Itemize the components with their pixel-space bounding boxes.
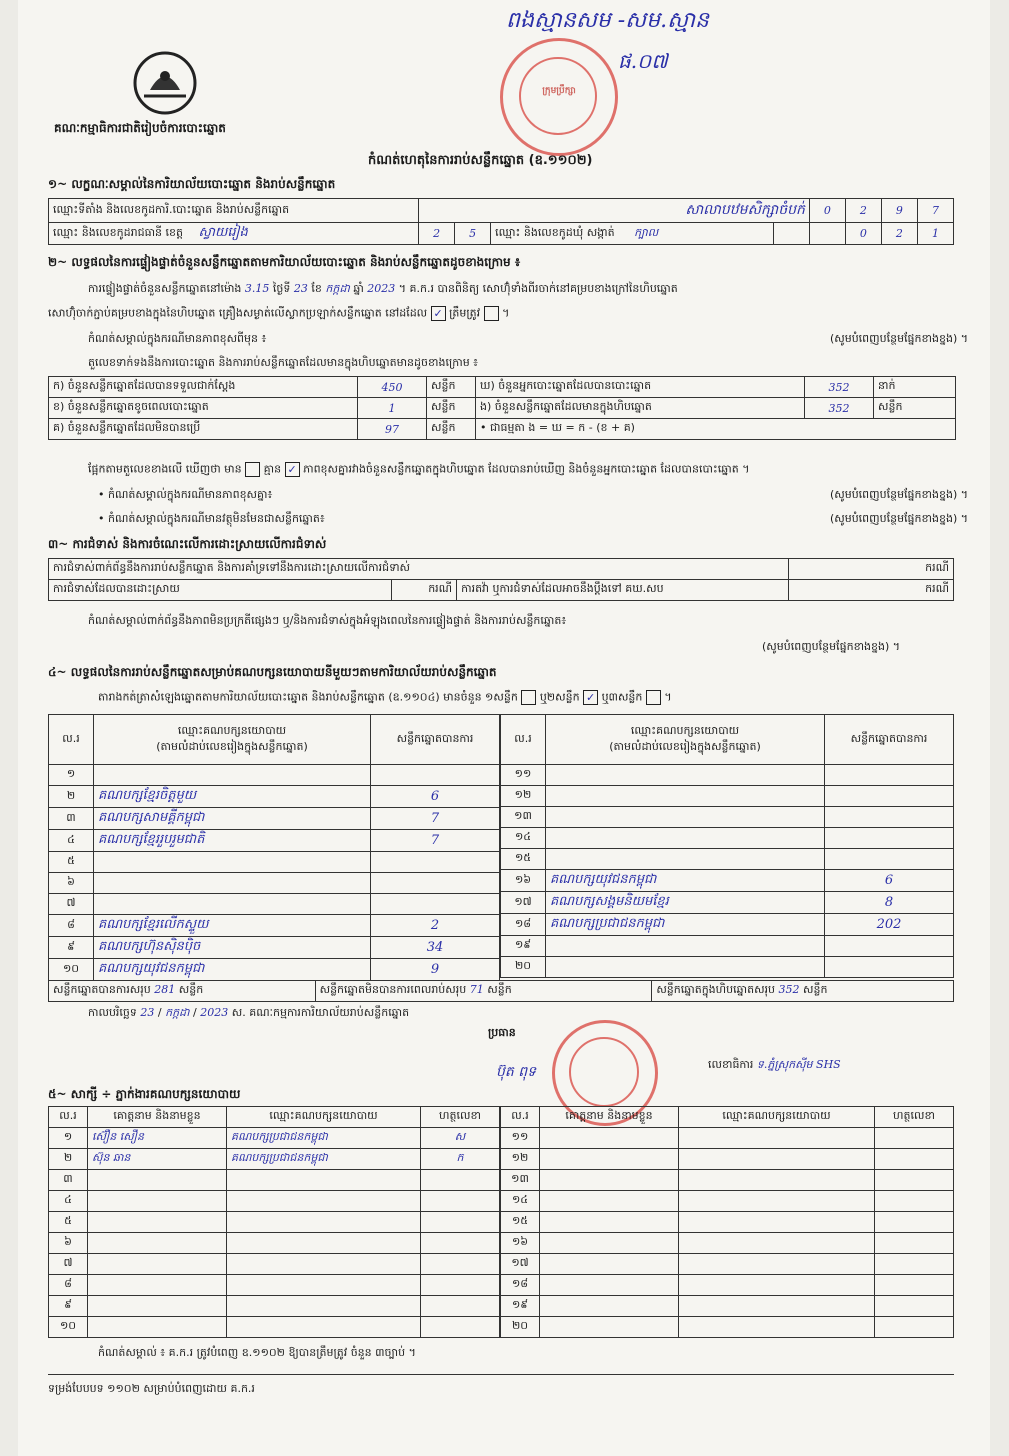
witness-party	[679, 1212, 875, 1233]
witness-name	[540, 1128, 679, 1149]
result-votes: 34	[371, 937, 500, 959]
witness-party	[679, 1170, 875, 1191]
appealed-complaints-label: ការតវ៉ា ឬការជំទាស់ដែលអាចនឹងប្តឹងទៅ គឃ.សប	[457, 580, 789, 601]
three-sheets-checkbox[interactable]	[646, 690, 661, 705]
witness-name	[88, 1233, 227, 1254]
totals-table: សន្លឹកឆ្នោតបានការសរុប 281 សន្លឹក សន្លឹកឆ្នោតមិនបានការពេលរាប់សរុប 71 សន្លឹក សន្លឹកឆ្នោតក្នុងហិបឆ្នោតសរុប 352 សន្លឹក	[48, 980, 954, 1002]
irregularity-note: កំណត់សម្គាល់ពាក់ព័ន្ធនឹងភាពមិនប្រក្រតីផ្សេងៗ ឬ/និងការជំទាស់ក្នុងអំឡុងពេលនៃការផ្ទៀងផ្ទាត់ និងការរាប់សន្លឹកឆ្នោត៖	[88, 614, 567, 627]
section3-title: ៣~ ការជំទាស់ និងការចំណេះលើការដោះស្រាយលើការជំទាស់	[48, 537, 327, 551]
result-no: ២០	[501, 957, 546, 978]
seal-check-line: សោហ៊ុំចាក់ភ្ជាប់គម្របខាងក្នុងនៃហិបឆ្នោត គ្រឿងសម្ងាត់លើស្លាកប្រឡាក់សន្លឹកឆ្នោត នៅដដែល ✓ ត្រឹមត្រូវ ។	[48, 306, 510, 320]
result-party	[546, 849, 825, 870]
witness-signature	[875, 1254, 954, 1275]
verification-year: 2023	[367, 282, 396, 295]
witness-party	[679, 1275, 875, 1296]
document-title: កំណត់ហេតុនៃការរាប់សន្លឹកឆ្នោត (ឧ.១១០២)	[368, 153, 593, 168]
result-row	[501, 914, 954, 936]
form-sheet	[18, 0, 990, 1456]
witness-party	[227, 1191, 421, 1212]
result-row	[49, 852, 500, 873]
commune-digit: 0	[845, 223, 881, 245]
witness-row	[49, 1275, 500, 1296]
witness-signature: ស	[421, 1128, 500, 1149]
result-row	[49, 873, 500, 894]
witness-party	[679, 1233, 875, 1254]
formula: • ជាធម្មតា ង = ឃ = ក - (ខ + គ)	[476, 419, 956, 440]
bullet-foreign-objects: • កំណត់សម្គាល់ក្នុងករណីមានវត្ថុមិនមែនជាសន្លឹកឆ្នោត៖ (សូមបំពេញបន្ថែមផ្នែកខាងខ្នង) ។	[98, 512, 968, 525]
result-row	[49, 830, 500, 852]
result-votes: 2	[371, 915, 500, 937]
witness-name	[88, 1275, 227, 1296]
witness-no: ១៨	[501, 1275, 540, 1296]
witness-signature	[421, 1170, 500, 1191]
witness-name	[88, 1254, 227, 1275]
section5-title: ៥~ សាក្សី ÷ ភ្នាក់ងារគណបក្សនយោបាយ	[48, 1087, 241, 1101]
witness-party	[679, 1191, 875, 1212]
verification-time: 3.15	[244, 282, 270, 295]
total-valid-votes: 281	[154, 983, 176, 996]
witness-name	[540, 1191, 679, 1212]
witness-signature	[875, 1275, 954, 1296]
witness-signature	[875, 1296, 954, 1317]
witness-row	[501, 1191, 954, 1212]
witness-party	[227, 1254, 421, 1275]
result-party	[94, 765, 371, 786]
nec-emblem-logo	[130, 48, 200, 118]
result-row	[501, 765, 954, 786]
result-party: គណបក្សហ៊ុនស៊ិនប៉ិច	[94, 937, 371, 959]
witness-signature	[875, 1233, 954, 1254]
result-party: គណបក្សសង្គមនិយមខ្មែរ	[546, 892, 825, 914]
spoiled-ballots-value: 1	[358, 398, 427, 419]
result-votes: 7	[371, 808, 500, 830]
result-party: គណបក្សយុវជនកម្ពុជា	[94, 959, 371, 981]
witness-party	[679, 1149, 875, 1170]
signing-date: កាលបរិច្ឆេទ 23 / កក្កដា / 2023 ស. គណៈកម្មការការិយាល័យរាប់សន្លឹកឆ្នោត	[88, 1006, 410, 1019]
result-party	[94, 852, 371, 873]
spoiled-ballots-label: ខ) ចំនួនសន្លឹកឆ្នោតខូចពេលបោះឆ្នោត	[49, 398, 358, 419]
witness-row	[49, 1233, 500, 1254]
commune-digit: 2	[881, 223, 917, 245]
witness-row	[501, 1254, 954, 1275]
no-difference-checkbox[interactable]: ✓	[285, 462, 300, 477]
result-no: ១១	[501, 765, 546, 786]
result-row	[49, 765, 500, 786]
resolved-complaints-label: ការជំទាស់ដែលបានដោះស្រាយ	[49, 580, 392, 601]
result-party	[546, 957, 825, 978]
result-party: គណបក្សខ្មែរលើកស្ទួយ	[94, 915, 371, 937]
received-ballots-label: ក) ចំនួនសន្លឹកឆ្នោតដែលបានទទួលជាក់ស្តែង	[49, 377, 358, 398]
witness-row	[49, 1317, 500, 1338]
result-row	[501, 849, 954, 870]
witness-party	[679, 1128, 875, 1149]
witness-row	[501, 1170, 954, 1191]
witness-name: ស៊ឿន សឿន	[88, 1128, 227, 1149]
result-votes	[825, 936, 954, 957]
witness-no: ១០	[49, 1317, 88, 1338]
result-votes	[371, 873, 500, 894]
figures-intro: តួលេខទាក់ទងនឹងការបោះឆ្នោត និងការរាប់សន្លឹកឆ្នោតដែលមានក្នុងហិបឆ្នោតមានដូចខាងក្រោម ៖	[88, 356, 479, 369]
results-table-right: ល.រ ឈ្មោះគណបក្សនយោបាយ (តាមលំដាប់លេខរៀងក្នុងសន្លឹកឆ្នោត) សន្លឹកឆ្នោតបានការ ១១ ១២ ១៣ ១៤ ១៥ ១៦ គណបក្សយុវជនកម្ពុជា 6 ១៧ គណបក្សសង្គមនិយមខ្មែរ 8 ១៨ គណបក្សប្រជាជនកម្ពុជា 202 ១៩ ២០	[500, 714, 954, 978]
result-no: ២	[49, 786, 94, 808]
witness-signature	[875, 1191, 954, 1212]
president-title: ប្រធាន	[488, 1026, 516, 1039]
result-votes	[825, 765, 954, 786]
two-sheets-checkbox[interactable]: ✓	[583, 690, 598, 705]
result-votes	[371, 894, 500, 915]
witness-no: ៤	[49, 1191, 88, 1212]
result-no: ១២	[501, 786, 546, 807]
witness-name	[540, 1149, 679, 1170]
unused-ballots-value: 97	[358, 419, 427, 440]
section4-title: ៤~ លទ្ធផលនៃការរាប់សន្លឹកឆ្នោតសម្រាប់គណបក្សនយោបាយនីមួយៗតាមការិយាល័យរាប់សន្លឹកឆ្នោត	[48, 665, 497, 679]
witness-signature	[421, 1275, 500, 1296]
location-digit: 0	[809, 199, 845, 223]
complaints-counting-label: ការជំទាស់ពាក់ព័ន្ធនឹងការរាប់សន្លឹកឆ្នោត និងការគាំទ្រទៅនឹងការដោះស្រាយលើការជំទាស់	[49, 559, 789, 580]
province-digit: 2	[419, 223, 455, 245]
witness-row	[49, 1149, 500, 1170]
result-votes: 8	[825, 892, 954, 914]
witness-no: ៩	[49, 1296, 88, 1317]
province-label: ឈ្មោះ និងលេខកូដរាជធានី ខេត្ត	[53, 226, 183, 239]
witness-row	[49, 1254, 500, 1275]
witness-signature	[421, 1296, 500, 1317]
result-party: គណបក្សខ្មែររួបរួមជាតិ	[94, 830, 371, 852]
result-no: ៩	[49, 937, 94, 959]
complaints-table: ការជំទាស់ពាក់ព័ន្ធនឹងការរាប់សន្លឹកឆ្នោត និងការគាំទ្រទៅនឹងការដោះស្រាយលើការជំទាស់ ករណី ការជំទាស់ដែលបានដោះស្រាយ ករណី ការតវ៉ា ឬការជំទាស់ដែលអាចនឹងប្តឹងទៅ គឃ.សប ករណី	[48, 558, 954, 601]
result-row	[501, 936, 954, 957]
witness-no: ១	[49, 1128, 88, 1149]
handwritten-code: ផ.០៧	[618, 49, 668, 73]
footer-divider	[48, 1374, 954, 1375]
witness-signature	[421, 1317, 500, 1338]
witness-party	[679, 1296, 875, 1317]
result-row	[501, 828, 954, 849]
province-digit: 5	[455, 223, 491, 245]
section2-title: ២~ លទ្ធផលនៃការផ្ទៀងផ្ទាត់ចំនួនសន្លឹកឆ្នោតតាមការិយាល័យបោះឆ្នោត និងរាប់សន្លឹកឆ្នោតដូចខាងក្រោម ៖	[48, 255, 521, 269]
witness-signature	[875, 1212, 954, 1233]
location-label: ឈ្មោះទីតាំង និងលេខកូដការិ.បោះឆ្នោត និងរាប់សន្លឹកឆ្នោត	[49, 199, 419, 223]
result-no: ៥	[49, 852, 94, 873]
result-party	[546, 807, 825, 828]
witness-name	[88, 1170, 227, 1191]
result-row	[49, 915, 500, 937]
witness-party	[679, 1317, 875, 1338]
result-row	[49, 937, 500, 959]
witness-name	[540, 1296, 679, 1317]
witness-no: ៨	[49, 1275, 88, 1296]
seal-ok-checkbox[interactable]: ✓	[431, 306, 446, 321]
result-party: គណបក្សប្រជាជនកម្ពុជា	[546, 914, 825, 936]
result-row	[501, 892, 954, 914]
result-votes: 202	[825, 914, 954, 936]
result-votes	[825, 786, 954, 807]
difference-note-line: កំណត់សម្គាល់ក្នុងករណីមានភាពខុសពីមុន ៖ (សូមបំពេញបន្ថែមផ្នែកខាងខ្នង) ។	[88, 332, 968, 345]
result-row	[49, 894, 500, 915]
result-no: ១៤	[501, 828, 546, 849]
witness-signature	[875, 1317, 954, 1338]
witness-row	[49, 1128, 500, 1149]
witness-signature	[421, 1233, 500, 1254]
voters-label: ឃ) ចំនួនអ្នកបោះឆ្នោតដែលបានបោះឆ្នោត	[476, 377, 805, 398]
result-party	[546, 828, 825, 849]
witness-no: ១២	[501, 1149, 540, 1170]
witness-no: ៦	[49, 1233, 88, 1254]
result-votes: 6	[825, 870, 954, 892]
results-tables	[48, 714, 954, 981]
witness-name	[540, 1170, 679, 1191]
result-no: ៤	[49, 830, 94, 852]
witness-no: ៣	[49, 1170, 88, 1191]
witness-no: ១៤	[501, 1191, 540, 1212]
result-no: ១០	[49, 959, 94, 981]
witness-no: ១៩	[501, 1296, 540, 1317]
witness-row	[49, 1296, 500, 1317]
committee-name: គណៈកម្មាធិការជាតិរៀបចំការបោះឆ្នោត	[54, 121, 226, 135]
result-no: ១៣	[501, 807, 546, 828]
ballots-in-box-label: ង) ចំនួនសន្លឹកឆ្នោតដែលមានក្នុងហិបឆ្នោត	[476, 398, 805, 419]
result-votes: 9	[371, 959, 500, 981]
result-no: ៣	[49, 808, 94, 830]
witness-party	[679, 1254, 875, 1275]
result-votes	[371, 765, 500, 786]
witness-no: ២០	[501, 1317, 540, 1338]
witness-row	[501, 1275, 954, 1296]
witness-name	[540, 1254, 679, 1275]
result-no: ១	[49, 765, 94, 786]
result-votes: 7	[371, 830, 500, 852]
witness-name	[540, 1317, 679, 1338]
commune-label: ឈ្មោះ និងលេខកូដឃុំ សង្កាត់	[495, 225, 615, 239]
witness-signature	[421, 1212, 500, 1233]
witness-row	[49, 1170, 500, 1191]
result-no: ១៦	[501, 870, 546, 892]
witness-party	[227, 1275, 421, 1296]
result-no: ១៥	[501, 849, 546, 870]
has-difference-checkbox[interactable]	[245, 462, 260, 477]
result-party	[94, 894, 371, 915]
witness-no: ១៧	[501, 1254, 540, 1275]
witness-row	[501, 1317, 954, 1338]
verification-month: កក្កដា	[325, 282, 350, 295]
result-no: ១៨	[501, 914, 546, 936]
witness-no: ៧	[49, 1254, 88, 1275]
unused-ballots-label: គ) ចំនួនសន្លឹកឆ្នោតដែលមិនបានប្រើ	[49, 419, 358, 440]
result-votes	[825, 849, 954, 870]
result-no: ៦	[49, 873, 94, 894]
voters-value: 352	[805, 377, 874, 398]
results-table-left: ល.រ ឈ្មោះគណបក្សនយោបាយ (តាមលំដាប់លេខរៀងក្នុងសន្លឹកឆ្នោត) សន្លឹកឆ្នោតបានការ ១ ២ គណបក្សខ្មែរចិត្តមួយ 6 ៣ គណបក្សសាមគ្គីកម្ពុជា 7 ៤ គណបក្សខ្មែររួបរួមជាតិ 7 ៥ ៦ ៧ ៨ គណបក្សខ្មែរលើកស្ទួយ 2 ៩ គណបក្សហ៊ុនស៊ិនប៉ិច 34 ១០ គណបក្សយុវជនកម្ពុជា 9	[48, 714, 500, 981]
result-row	[501, 807, 954, 828]
result-party	[546, 765, 825, 786]
witness-no: ១៦	[501, 1233, 540, 1254]
witness-name	[88, 1317, 227, 1338]
result-votes	[371, 852, 500, 873]
one-sheet-checkbox[interactable]	[521, 690, 536, 705]
total-invalid-votes: 71	[469, 983, 484, 996]
bullet-difference: • កំណត់សម្គាល់ក្នុងករណីមានភាពខុសគ្នា៖ (សូមបំពេញបន្ថែមផ្នែកខាងខ្នង) ។	[98, 488, 968, 501]
witness-party	[227, 1317, 421, 1338]
witness-name	[540, 1275, 679, 1296]
province-value: ស្វាយរៀង	[198, 225, 248, 240]
result-votes	[825, 807, 954, 828]
witness-party	[227, 1296, 421, 1317]
result-row	[49, 959, 500, 981]
witness-name	[88, 1191, 227, 1212]
official-seal-top: ក្រុមប្រឹក្សា	[500, 38, 618, 156]
result-no: ៧	[49, 894, 94, 915]
location-digit: 9	[881, 199, 917, 223]
total-ballots: 352	[778, 983, 800, 996]
witness-name	[88, 1296, 227, 1317]
witness-party	[227, 1233, 421, 1254]
witness-signature: ក	[421, 1149, 500, 1170]
witness-name	[88, 1212, 227, 1233]
figures-table: ក) ចំនួនសន្លឹកឆ្នោតដែលបានទទួលជាក់ស្តែង 450 សន្លឹក ឃ) ចំនួនអ្នកបោះឆ្នោតដែលបានបោះឆ្នោត 352 នាក់ ខ) ចំនួនសន្លឹកឆ្នោតខូចពេលបោះឆ្នោត 1 សន្លឹក ង) ចំនួនសន្លឹកឆ្នោតដែលមានក្នុងហិបឆ្នោត 352 សន្លឹក គ) ចំនួនសន្លឹកឆ្នោតដែលមិនបានប្រើ 97 សន្លឹក • ជាធម្មតា ង = ឃ = ក - (ខ + គ)	[48, 376, 956, 440]
witness-signature	[875, 1128, 954, 1149]
result-row	[501, 786, 954, 807]
witness-row	[49, 1191, 500, 1212]
result-row	[49, 786, 500, 808]
result-party: គណបក្សសាមគ្គីកម្ពុជា	[94, 808, 371, 830]
witness-tables	[48, 1106, 954, 1338]
witness-row	[501, 1212, 954, 1233]
result-votes	[825, 957, 954, 978]
received-ballots-value: 450	[358, 377, 427, 398]
irregularity-note-hint: (សូមបំពេញបន្ថែមផ្នែកខាងខ្នង) ។	[762, 640, 901, 653]
result-votes: 6	[371, 786, 500, 808]
witness-table-right: ល.រ គោត្តនាម និងនាមខ្លួន ឈ្មោះគណបក្សនយោបាយ ហត្ថលេខា ១១ ១២ ១៣ ១៤ ១៥ ១៦ ១៧ ១៨ ១៩ ២០	[500, 1106, 954, 1338]
witness-party	[227, 1212, 421, 1233]
witness-row	[501, 1233, 954, 1254]
witness-no: ៥	[49, 1212, 88, 1233]
result-row	[501, 957, 954, 978]
result-row	[49, 808, 500, 830]
section1-title: ១~ លក្ខណៈសម្គាល់នៃការិយាល័យបោះឆ្នោត និងរាប់សន្លឹកឆ្នោត	[48, 177, 336, 191]
form-reference: ទម្រង់បែបបទ ១១០២ សម្រាប់បំពេញដោយ គ.ក.រ	[48, 1382, 255, 1395]
handwritten-header-note: ពងស្មានសម -សម.ស្មាន	[506, 8, 709, 33]
witness-no: ១១	[501, 1128, 540, 1149]
result-party	[546, 786, 825, 807]
witness-party: គណបក្សប្រជាជនកម្ពុជា	[227, 1128, 421, 1149]
witness-no: ១៣	[501, 1170, 540, 1191]
secretary-line: លេខាធិការ ទ.ភ្នំស្រុកស៊ីម SHS	[708, 1058, 841, 1071]
footnote: កំណត់សម្គាល់ ៖ គ.ក.រ ត្រូវបំពេញ ឧ.១១០២ ឱ្យបានត្រឹមត្រូវ ចំនួន ៣ច្បាប់ ។	[98, 1346, 416, 1359]
commune-digit: 1	[917, 223, 953, 245]
witness-party	[227, 1170, 421, 1191]
seal-wrong-checkbox[interactable]	[484, 306, 499, 321]
location-digit: 7	[917, 199, 953, 223]
result-party: គណបក្សខ្មែរចិត្តមួយ	[94, 786, 371, 808]
witness-name	[540, 1212, 679, 1233]
location-value: សាលាបឋមសិក្សាចំបក់	[419, 199, 810, 223]
witness-no: ១៥	[501, 1212, 540, 1233]
commune-value: ក្បាល	[634, 225, 659, 239]
witness-signature	[421, 1254, 500, 1275]
result-votes	[825, 828, 954, 849]
witness-row	[501, 1296, 954, 1317]
witness-no: ២	[49, 1149, 88, 1170]
section1-table	[48, 198, 954, 245]
result-no: ១៧	[501, 892, 546, 914]
result-row	[501, 870, 954, 892]
location-digit: 2	[845, 199, 881, 223]
witness-name: ស៊ុន ឆាន	[88, 1149, 227, 1170]
witness-table-left: ល.រ គោត្តនាម និងនាមខ្លួន ឈ្មោះគណបក្សនយោបាយ ហត្ថលេខា ១ ស៊ឿន សឿន គណបក្សប្រជាជនកម្ពុជា ស ២ ស៊ុន ឆាន គណបក្សប្រជាជនកម្ពុជា ក ៣ ៤ ៥ ៦ ៧ ៨ ៩ ១០	[48, 1106, 500, 1338]
witness-row	[49, 1212, 500, 1233]
witness-row	[501, 1128, 954, 1149]
president-signature: ប៊ុត ពុទ	[496, 1064, 536, 1080]
verification-day: 23	[293, 282, 308, 295]
witness-signature	[875, 1170, 954, 1191]
witness-signature	[875, 1149, 954, 1170]
witness-name	[540, 1233, 679, 1254]
result-party	[94, 873, 371, 894]
verification-line: ការផ្ទៀងផ្ទាត់ចំនួនសន្លឹកឆ្នោតនៅម៉ោង 3.15 ថ្ងៃទី 23 ខែ កក្កដា ឆ្នាំ 2023 ។ គ.ក.រ បានពិនិត្យ សោហ៊ុំទាំងពីរចាក់នៅគម្របខាងក្រៅនៃហិបឆ្នោត	[88, 282, 678, 295]
witness-party: គណបក្សប្រជាជនកម្ពុជា	[227, 1149, 421, 1170]
result-party	[546, 936, 825, 957]
ballots-in-box-value: 352	[805, 398, 874, 419]
result-party: គណបក្សយុវជនកម្ពុជា	[546, 870, 825, 892]
result-no: ៨	[49, 915, 94, 937]
witness-row	[501, 1149, 954, 1170]
witness-signature	[421, 1191, 500, 1212]
result-no: ១៩	[501, 936, 546, 957]
tally-sheet-count: តារាងកត់ត្រាសំឡេងឆ្នោតតាមការិយាល័យបោះឆ្នោត និងរាប់សន្លឹកឆ្នោត (ឧ.១១០៤) មានចំនួន ១សន្លឹក ឬ២សន្លឹក ✓ ឬ៣សន្លឹក ។	[98, 690, 672, 704]
difference-check-line: ផ្អែកតាមតួលេខខាងលើ ឃើញថា មាន គ្មាន ✓ ភាពខុសគ្នារវាងចំនួនសន្លឹកឆ្នោតក្នុងហិបឆ្នោត ដែលបានរាប់ឃើញ និងចំនួនអ្នកបោះឆ្នោត ដែលបានបោះឆ្នោត ។	[88, 462, 750, 476]
